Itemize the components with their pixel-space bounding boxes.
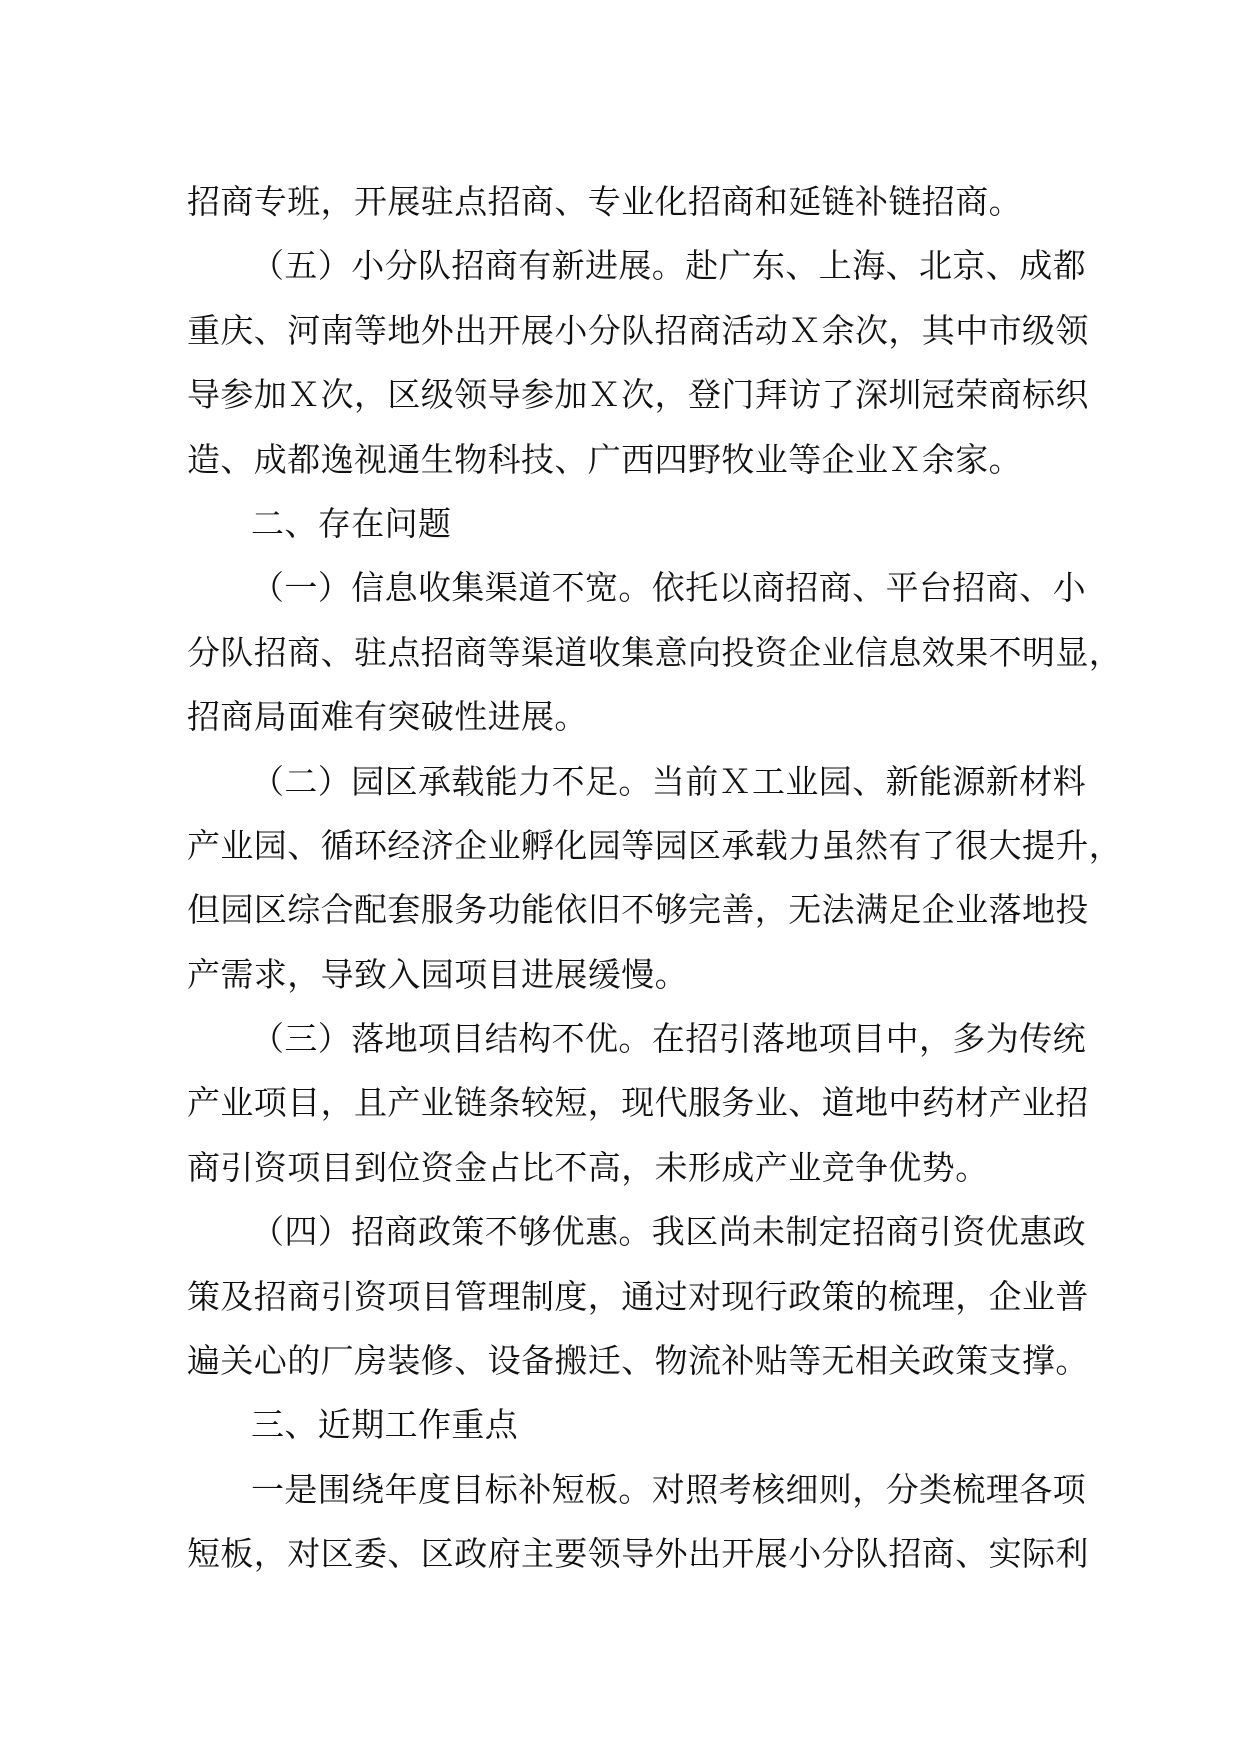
- text-line: 导参加Ｘ次，区级领导参加Ｘ次，登门拜访了深圳冠荣商标织: [187, 375, 1089, 415]
- text-line: （三）落地项目结构不优。在招引落地项目中，多为传统: [251, 1019, 1086, 1059]
- text-line: 商引资项目到位资金占比不高，未形成产业竞争优势。: [187, 1147, 989, 1187]
- document-body: [187, 170, 1123, 1587]
- text-line: 策及招商引资项目管理制度，通过对现行政策的梳理，企业普: [187, 1276, 1089, 1316]
- text-line: 但园区综合配套服务功能依旧不够完善，无法满足企业落地投: [187, 890, 1089, 930]
- text-line: （五）小分队招商有新进展。赴广东、上海、北京、成都: [251, 246, 1086, 286]
- text-line: 产需求，导致入园项目进展缓慢。: [187, 954, 688, 994]
- text-line: （四）招商政策不够优惠。我区尚未制定招商引资优惠政: [251, 1212, 1086, 1252]
- text-line: 产业项目，且产业链条较短，现代服务业、道地中药材产业招: [187, 1083, 1089, 1123]
- text-line: （二）园区承载能力不足。当前Ｘ工业园、新能源新材料: [251, 761, 1086, 801]
- text-line: 短板，对区委、区政府主要领导外出开展小分队招商、实际利: [187, 1534, 1089, 1574]
- text-line: 招商专班，开展驻点招商、专业化招商和延链补链招商。: [187, 182, 1022, 221]
- text-line: （一）信息收集渠道不宽。依托以商招商、平台招商、小: [251, 568, 1086, 608]
- text-line: 三、近期工作重点: [251, 1405, 519, 1445]
- text-line: 二、存在问题: [251, 503, 452, 543]
- text-line: 一是围绕年度目标补短板。对照考核细则，分类梳理各项: [251, 1469, 1086, 1509]
- text-line: 产业园、循环经济企业孵化园等园区承载力虽然有了很大提升，: [187, 825, 1123, 865]
- text-line: 重庆、河南等地外出开展小分队招商活动Ｘ余次，其中市级领: [187, 310, 1089, 350]
- text-line: 遍关心的厂房装修、设备搬迁、物流补贴等无相关政策支撑。: [187, 1341, 1089, 1381]
- text-line: 造、成都逸视通生物科技、广西四野牧业等企业Ｘ余家。: [187, 439, 1022, 479]
- text-line: 招商局面难有突破性进展。: [187, 697, 588, 737]
- text-line: 分队招商、驻点招商等渠道收集意向投资企业信息效果不明显，: [187, 632, 1123, 672]
